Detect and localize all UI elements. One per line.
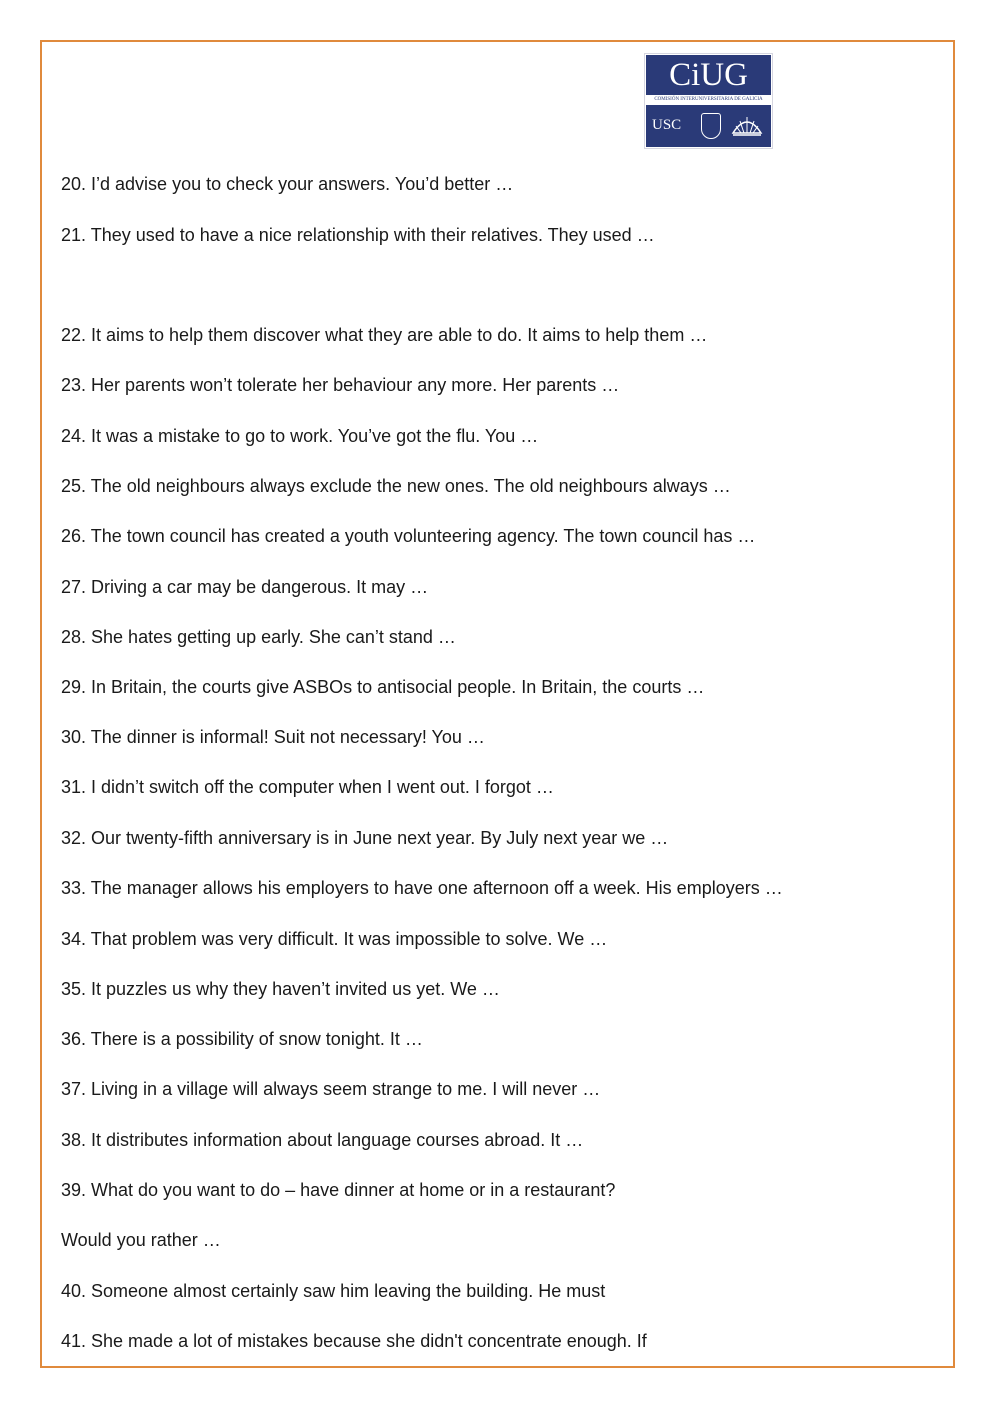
crest-icon [701,113,721,139]
question-36: 36. There is a possibility of snow tonight. It … [61,1029,423,1049]
question-40: 40. Someone almost certainly saw him leaving the building. He must [61,1281,606,1301]
question-27: 27. Driving a car may be dangerous. It may … [61,577,429,597]
question-29: 29. In Britain, the courts give ASBOs to antisocial people. In Britain, the courts … [61,677,705,697]
question-39-prompt: Would you rather … [61,1230,221,1250]
question-41: 41. She made a lot of mistakes because she didn't concentrate enough. If [61,1331,647,1351]
question-25: 25. The old neighbours always exclude the new ones. The old neighbours always … [61,476,731,496]
question-21: 21. They used to have a nice relationship with their relatives. They used … [61,225,655,245]
question-33: 33. The manager allows his employers to have one afternoon off a week. His employers … [61,878,783,898]
shell-icon [730,113,764,139]
question-22: 22. It aims to help them discover what they are able to do. It aims to help them … [61,325,708,345]
logo-title: CiUG [646,55,771,95]
question-38: 38. It distributes information about language courses abroad. It … [61,1130,584,1150]
question-24: 24. It was a mistake to go to work. You’ve got the flu. You … [61,426,539,446]
question-26: 26. The town council has created a youth volunteering agency. The town council has … [61,526,756,546]
question-20: 20. I’d advise you to check your answers. You’d better … [61,174,514,194]
question-35: 35. It puzzles us why they haven’t invited us yet. We … [61,979,500,999]
logo-subtitle: COMISIÓN INTERUNIVERSITARIA DE GALICIA [654,97,763,102]
question-34: 34. That problem was very difficult. It was impossible to solve. We … [61,929,608,949]
question-23: 23. Her parents won’t tolerate her behaviour any more. Her parents … [61,375,620,395]
ciug-logo [645,54,772,148]
question-28: 28. She hates getting up early. She can’t stand … [61,627,456,647]
question-31: 31. I didn’t switch off the computer when I went out. I forgot … [61,777,554,797]
logo-emblems [646,105,771,147]
question-37: 37. Living in a village will always seem strange to me. I will never … [61,1079,601,1099]
logo-usc: USC [652,117,682,133]
question-39: 39. What do you want to do – have dinner at home or in a restaurant? [61,1180,616,1200]
question-30: 30. The dinner is informal! Suit not necessary! You … [61,727,485,747]
question-32: 32. Our twenty-fifth anniversary is in June next year. By July next year we … [61,828,669,848]
